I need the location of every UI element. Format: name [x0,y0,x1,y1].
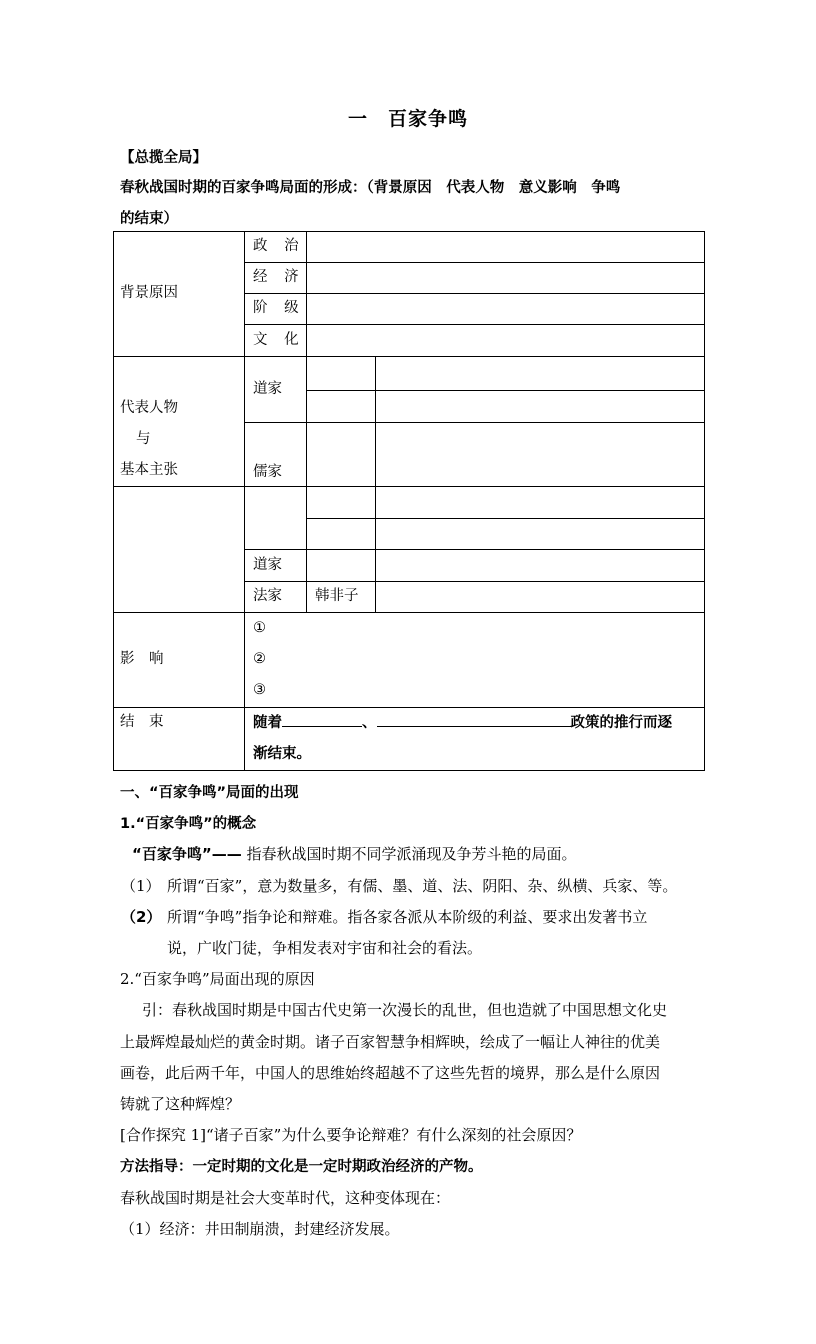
end-blank-2 [377,710,571,727]
school-blank-figure-1 [307,487,376,519]
bg-class-label: 阶 级 [245,294,307,325]
end-cell [245,708,705,771]
intro-line-1: 春秋战国时期的百家争鸣局面的形成：（背景原因 代表人物 意义影响 争鸣 [120,180,621,196]
bg-culture-cell [307,325,705,357]
daojia2-label: 道家 [245,550,307,582]
concept-line [132,843,577,864]
daojia-label: 道家 [245,357,307,423]
era-line: 春秋战国时期是社会大变革时代，这种变体现在： [120,1189,451,1207]
method-guidance: 方法指导：一定时期的文化是一定时期政治经济的产物。 [120,1159,483,1175]
item1-number: （1） [121,877,161,895]
daojia-figure-cell-2 [307,391,376,423]
yin-line-3: 画卷，此后两千年，中国人的思维始终超越不了这些先哲的境界，那么是什么原因 [120,1064,661,1082]
summary-table [113,231,705,771]
figures-label-line-1: 代表人物 [120,400,178,416]
fajia-label: 法家 [245,582,307,613]
influence-item-2: ② [253,651,266,667]
coop-question: [合作探究 1]“诸子百家”为什么要争论辩难？有什么深刻的社会原因？ [120,1126,582,1144]
item2-line-2: 说，广收门徒，争相发表对宇宙和社会的看法。 [167,939,483,957]
figures-label [114,357,245,487]
school-blank-idea-1 [376,487,705,519]
end-line-1 [253,708,704,739]
rujia-label: 儒家 [245,423,307,487]
daojia2-figure-cell [307,550,376,582]
bg-economy-cell [307,263,705,294]
influence-label: 影 响 [114,613,245,708]
yin-line-4: 铸就了这种辉煌？ [120,1095,241,1113]
item2-line-1: 所谓“争鸣”指争论和辩难。指各家各派从本阶级的利益、要求出发著书立 [167,908,648,926]
concept-text: 指春秋战国时期不同学派涌现及争芳斗艳的局面。 [241,845,577,863]
end-label: 结 束 [114,708,245,771]
bg-politics-cell [307,232,705,263]
school-blank-label [245,487,307,550]
bg-class-cell [307,294,705,325]
end-sep: 、 [362,715,377,731]
end-blank-1 [282,710,362,727]
figures-extra-label [114,487,245,613]
economy-line: （1）经济：井田制崩溃，封建经济发展。 [120,1220,400,1238]
figures-label-line-2: 与 [136,431,151,447]
influence-item-1: ① [253,620,266,636]
fajia-idea-cell [376,582,705,613]
rujia-figure-cell [307,423,376,487]
daojia-idea-cell-2 [376,391,705,423]
school-blank-figure-2 [307,519,376,550]
sub1-heading: 1.“百家争鸣”的概念 [120,816,257,832]
end-line-2: 渐结束。 [253,746,311,762]
yin-line-1: 引：春秋战国时期是中国古代史第一次漫长的乱世，但也造就了中国思想文化史 [142,1001,668,1019]
bg-culture-label: 文 化 [245,325,307,357]
influence-cell [245,613,705,708]
bg-economy-label: 经 济 [245,263,307,294]
daojia-idea-cell-1 [376,357,705,391]
page-title: 一 百家争鸣 [347,108,468,130]
end-suffix: 政策的推行而逐 [570,715,672,731]
hanfeizi-cell: 韩非子 [307,582,376,613]
concept-term: “百家争鸣”—— [132,845,242,863]
daojia-figure-cell-1 [307,357,376,391]
influence-item-3: ③ [253,682,266,698]
figures-label-line-3: 基本主张 [120,462,178,478]
yin-line-2: 上最辉煌最灿烂的黄金时期。诸子百家智慧争相辉映，绘成了一幅让人神往的优美 [120,1033,661,1051]
sub2-heading: 2.“百家争鸣”局面出现的原因 [120,970,315,988]
rujia-idea-cell [376,423,705,487]
intro-line-2: 的结束） [120,211,178,227]
item2-number: （2） [121,908,162,926]
background-label: 背景原因 [114,232,245,357]
section1-heading: 一、“百家争鸣”局面的出现 [120,785,299,801]
daojia2-idea-cell [376,550,705,582]
overview-heading: 【总揽全局】 [120,150,207,166]
bg-politics-label: 政 治 [245,232,307,263]
end-prefix: 随着 [253,715,282,731]
school-blank-idea-2 [376,519,705,550]
item1-text: 所谓“百家”，意为数量多，有儒、墨、道、法、阴阳、杂、纵横、兵家、等。 [167,877,678,895]
